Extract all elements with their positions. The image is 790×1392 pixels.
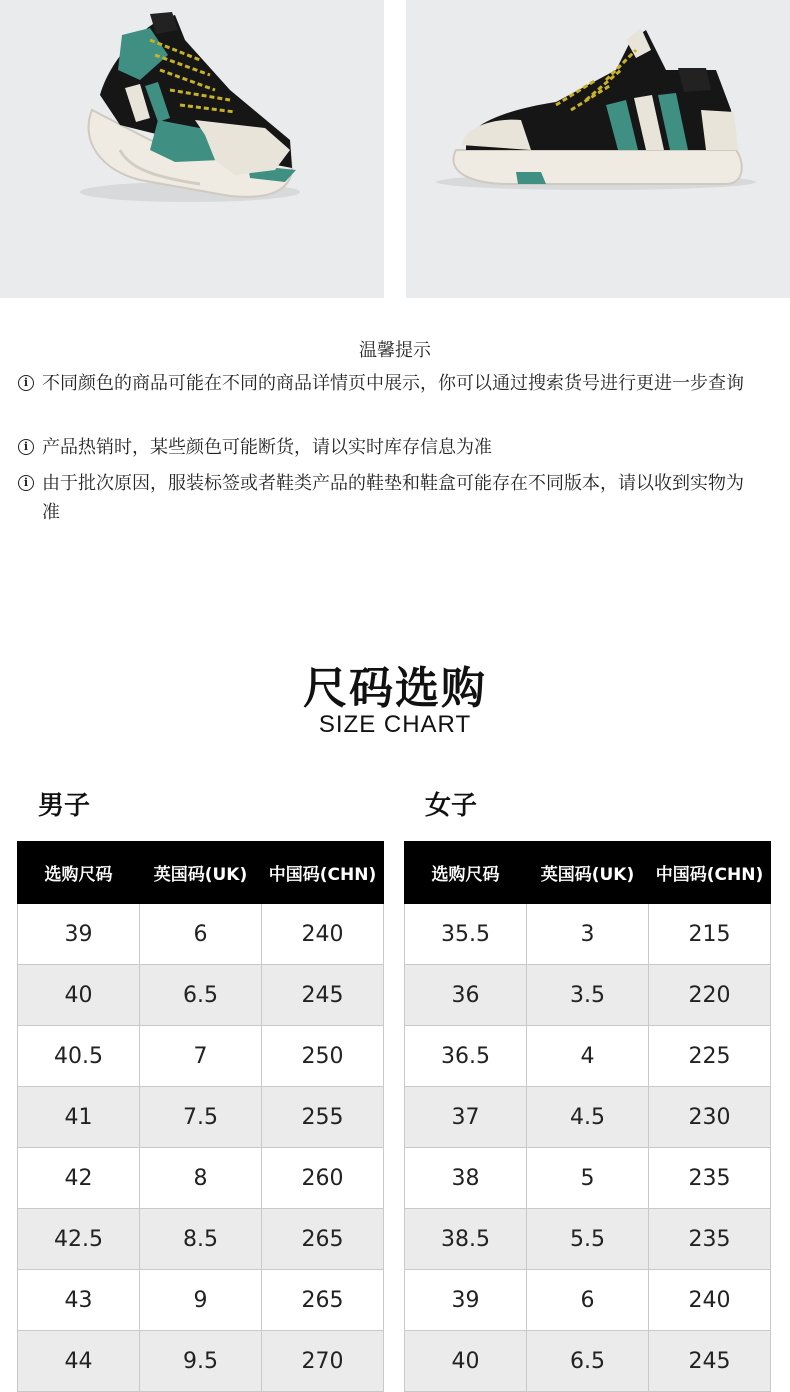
table-cell: 5: [527, 1148, 649, 1209]
header-uk-size: 英国码(UK): [140, 842, 262, 904]
table-cell: 36.5: [405, 1026, 527, 1087]
table-cell: 42.5: [18, 1209, 140, 1270]
women-size-table: [404, 841, 771, 1392]
table-cell: 4.5: [527, 1087, 649, 1148]
table-cell: 35.5: [405, 904, 527, 965]
table-cell: 8.5: [140, 1209, 262, 1270]
table-row: [405, 1331, 771, 1392]
table-row: [405, 1270, 771, 1331]
header-chn-size: 中国码(CHN): [649, 842, 771, 904]
tip-text: 由于批次原因，服装标签或者鞋类产品的鞋垫和鞋盒可能存在不同版本，请以收到实物为准: [42, 473, 744, 523]
table-cell: 5.5: [527, 1209, 649, 1270]
table-cell: 44: [18, 1331, 140, 1392]
table-cell: 40: [405, 1331, 527, 1392]
size-chart-subtitle: SIZE CHART: [318, 711, 472, 738]
table-row: [18, 904, 384, 965]
table-cell: 6: [527, 1270, 649, 1331]
table-row: [18, 1270, 384, 1331]
table-row: [18, 1331, 384, 1392]
men-size-table: [17, 841, 384, 1392]
table-cell: 6: [140, 904, 262, 965]
table-cell: 39: [18, 904, 140, 965]
tip-item: [18, 369, 758, 398]
table-row: [405, 1087, 771, 1148]
table-cell: 215: [649, 904, 771, 965]
table-cell: 6.5: [140, 965, 262, 1026]
table-cell: 9: [140, 1270, 262, 1331]
table-cell: 8: [140, 1148, 262, 1209]
women-label: 女子: [425, 791, 478, 821]
notice-title: 温馨提示: [359, 340, 431, 361]
table-row: [18, 1026, 384, 1087]
table-cell: 3: [527, 904, 649, 965]
table-cell: 230: [649, 1087, 771, 1148]
table-cell: 40: [18, 965, 140, 1026]
table-row: [405, 1148, 771, 1209]
table-cell: 270: [262, 1331, 384, 1392]
table-row: [405, 965, 771, 1026]
shoe-photo-front: [0, 0, 384, 298]
size-chart-title: 尺码选购: [303, 663, 487, 714]
table-cell: 265: [262, 1209, 384, 1270]
table-row: [18, 1148, 384, 1209]
table-cell: 36: [405, 965, 527, 1026]
table-header-row: [405, 842, 771, 904]
table-cell: 9.5: [140, 1331, 262, 1392]
table-cell: 37: [405, 1087, 527, 1148]
table-cell: 250: [262, 1026, 384, 1087]
header-chn-size: 中国码(CHN): [262, 842, 384, 904]
table-cell: 245: [262, 965, 384, 1026]
header-select-size: 选购尺码: [18, 842, 140, 904]
men-label: 男子: [38, 791, 91, 821]
tip-item: [18, 469, 758, 527]
table-cell: 240: [649, 1270, 771, 1331]
tip-item: [18, 433, 758, 462]
info-icon: i: [18, 439, 34, 455]
table-cell: 235: [649, 1209, 771, 1270]
product-photos: [0, 0, 790, 298]
table-cell: 38.5: [405, 1209, 527, 1270]
table-row: [405, 1026, 771, 1087]
info-icon: i: [18, 475, 34, 491]
header-uk-size: 英国码(UK): [527, 842, 649, 904]
table-cell: 7.5: [140, 1087, 262, 1148]
tip-text: 不同颜色的商品可能在不同的商品详情页中展示，你可以通过搜索货号进行更进一步查询: [42, 373, 744, 394]
table-cell: 38: [405, 1148, 527, 1209]
table-cell: 225: [649, 1026, 771, 1087]
table-cell: 7: [140, 1026, 262, 1087]
table-cell: 40.5: [18, 1026, 140, 1087]
table-cell: 39: [405, 1270, 527, 1331]
table-cell: 255: [262, 1087, 384, 1148]
tip-text: 产品热销时，某些颜色可能断货，请以实时库存信息为准: [42, 437, 492, 458]
table-cell: 235: [649, 1148, 771, 1209]
table-row: [405, 1209, 771, 1270]
table-cell: 42: [18, 1148, 140, 1209]
table-row: [18, 1087, 384, 1148]
table-cell: 220: [649, 965, 771, 1026]
table-cell: 240: [262, 904, 384, 965]
header-select-size: 选购尺码: [405, 842, 527, 904]
table-header-row: [18, 842, 384, 904]
shoe-photo-side: [406, 0, 790, 298]
table-cell: 245: [649, 1331, 771, 1392]
table-cell: 265: [262, 1270, 384, 1331]
table-cell: 6.5: [527, 1331, 649, 1392]
table-row: [18, 1209, 384, 1270]
table-row: [405, 904, 771, 965]
table-cell: 3.5: [527, 965, 649, 1026]
table-row: [18, 965, 384, 1026]
table-cell: 4: [527, 1026, 649, 1087]
table-cell: 41: [18, 1087, 140, 1148]
table-cell: 43: [18, 1270, 140, 1331]
table-cell: 260: [262, 1148, 384, 1209]
info-icon: i: [18, 375, 34, 391]
